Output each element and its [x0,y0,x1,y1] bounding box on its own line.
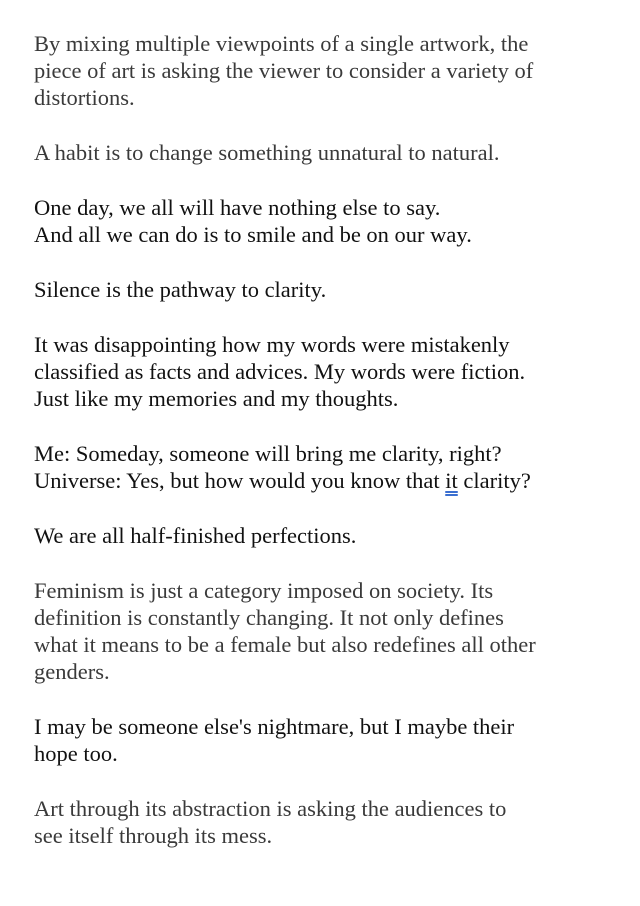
paragraph-half-finished [34,522,634,549]
text-line: I may be someone else's nightmare, but I maybe their [34,714,515,739]
text-line: It was disappointing how my words were mistakenly [34,332,510,357]
text-line: see itself through its mess. [34,823,273,848]
text-line [34,467,634,494]
grammar-flagged-word[interactable]: it [445,468,458,493]
text-line: hope too. [34,741,118,766]
text-line: We are all half-finished perfections. [34,523,357,548]
paragraph-one-day [34,194,634,248]
paragraph-dialogue [34,440,634,494]
text-line: piece of art is asking the viewer to consider a variety of [34,58,534,83]
text-line: And all we can do is to smile and be on our way. [34,222,472,247]
paragraph-habit [34,139,634,166]
text-line: distortions. [34,85,135,110]
document-body[interactable] [34,30,634,877]
text-line: Feminism is just a category imposed on society. Its [34,578,494,603]
paragraph-disappointing [34,331,634,412]
text-line: By mixing multiple viewpoints of a single artwork, the [34,31,529,56]
text-line: genders. [34,659,110,684]
text-line: One day, we all will have nothing else to say. [34,195,441,220]
text-line: Me: Someday, someone will bring me clarity, right? [34,441,502,466]
text-line: what it means to be a female but also redefines all other [34,632,536,657]
paragraph-feminism [34,577,634,685]
paragraph-nightmare [34,713,634,767]
paragraph-artwork-viewpoints [34,30,634,111]
text-segment: Universe: Yes, but how would you know that [34,468,446,493]
text-line: classified as facts and advices. My words were fiction. [34,359,526,384]
text-line: definition is constantly changing. It not only defines [34,605,504,630]
text-segment: clarity? [457,468,531,493]
paragraph-art-abstraction [34,795,634,849]
text-line: A habit is to change something unnatural to natural. [34,140,500,165]
text-line: Silence is the pathway to clarity. [34,277,327,302]
paragraph-silence [34,276,634,303]
text-line: Just like my memories and my thoughts. [34,386,399,411]
text-line: Art through its abstraction is asking the audiences to [34,796,507,821]
